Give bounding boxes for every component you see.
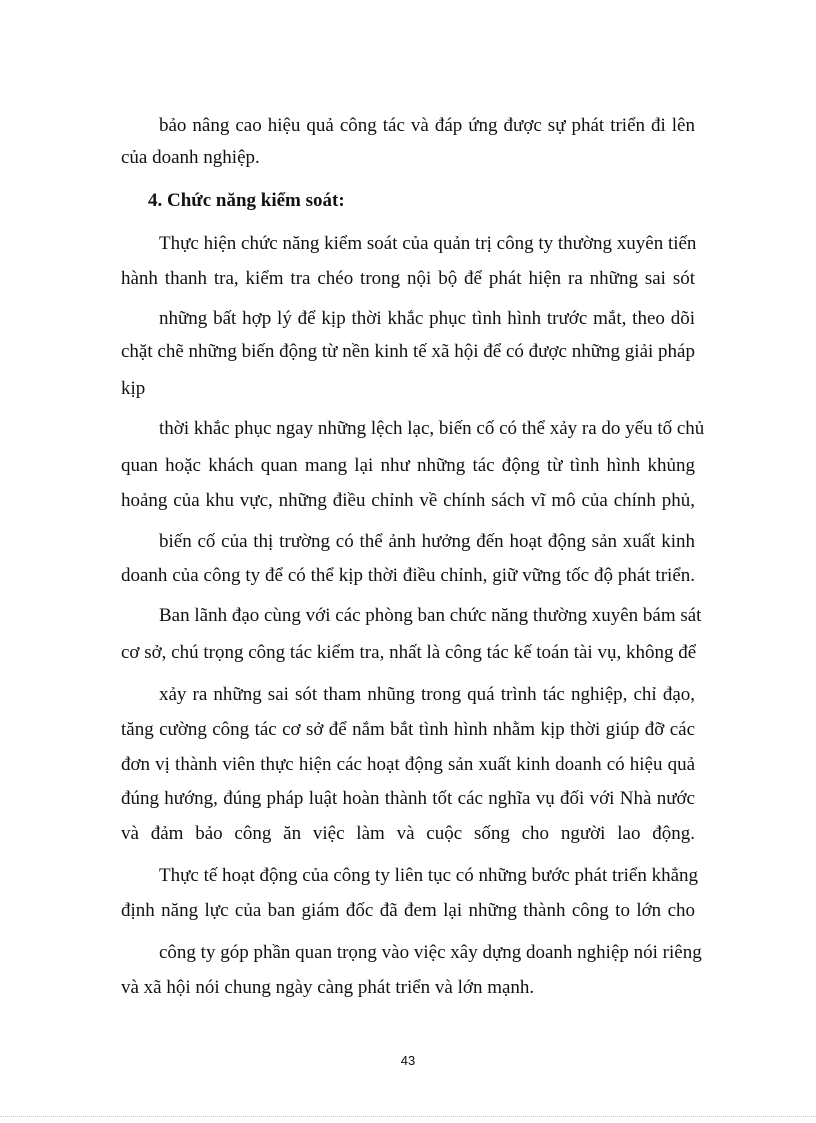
body-text-line: thời khắc phục ngay những lệch lạc, biến cố có thể xảy ra do yếu tố chủ	[159, 418, 705, 439]
body-text-line: Thực tế hoạt động của công ty liên tục có những bước phát triển khẳng	[159, 865, 699, 886]
body-text-line: chặt chẽ những biến động từ nền kinh tế xã hội để có được những giải pháp	[121, 341, 695, 362]
page-number: 43	[400, 1053, 416, 1068]
page-bottom-divider	[0, 1116, 816, 1117]
body-text-line: hoảng của khu vực, những điều chỉnh về chính sách vĩ mô của chính phủ,	[121, 490, 695, 511]
body-text-line: hành thanh tra, kiểm tra chéo trong nội bộ để phát hiện ra những sai sót	[121, 268, 695, 289]
body-text-line: tăng cường công tác cơ sở để nắm bắt tình hình nhằm kịp thời giúp đỡ các	[121, 719, 695, 740]
body-text-line: và xã hội nói chung ngày càng phát triển và lớn mạnh.	[121, 977, 535, 998]
body-text-line: xảy ra những sai sót tham nhũng trong quá trình tác nghiệp, chỉ đạo,	[159, 684, 695, 705]
body-text-line: công ty góp phần quan trọng vào việc xây dựng doanh nghiệp nói riêng	[159, 942, 702, 963]
body-text-line: doanh của công ty để có thể kịp thời điều chỉnh, giữ vững tốc độ phát triển.	[121, 565, 695, 586]
body-text-line: và đảm bảo công ăn việc làm và cuộc sống cho người lao động.	[121, 823, 695, 844]
body-text-line: đơn vị thành viên thực hiện các hoạt động sản xuất kinh doanh có hiệu quả	[121, 754, 695, 775]
body-text-line: Thực hiện chức năng kiểm soát của quản trị công ty thường xuyên tiến	[159, 233, 697, 254]
body-text-line: cơ sở, chú trọng công tác kiểm tra, nhất là công tác kế toán tài vụ, không để	[121, 642, 697, 663]
body-text-line: bảo nâng cao hiệu quả công tác và đáp ứng được sự phát triển đi lên	[159, 115, 695, 136]
body-text-line: đúng hướng, đúng pháp luật hoàn thành tốt các nghĩa vụ đối với Nhà nước	[121, 788, 695, 809]
body-text-line: kịp	[121, 378, 146, 399]
body-text-line: định năng lực của ban giám đốc đã đem lại những thành công to lớn cho	[121, 900, 695, 921]
body-text-line: biến cố của thị trường có thể ảnh hưởng đến hoạt động sản xuất kinh	[159, 531, 695, 552]
body-text-line: những bất hợp lý để kịp thời khắc phục tình hình trước mắt, theo dõi	[159, 308, 695, 329]
body-text-line: Ban lãnh đạo cùng với các phòng ban chức năng thường xuyên bám sát	[159, 605, 702, 626]
section-heading: 4. Chức năng kiểm soát:	[148, 190, 345, 211]
body-text-line: quan hoặc khách quan mang lại như những tác động từ tình hình khủng	[121, 455, 695, 476]
body-text-line: của doanh nghiệp.	[121, 147, 260, 168]
